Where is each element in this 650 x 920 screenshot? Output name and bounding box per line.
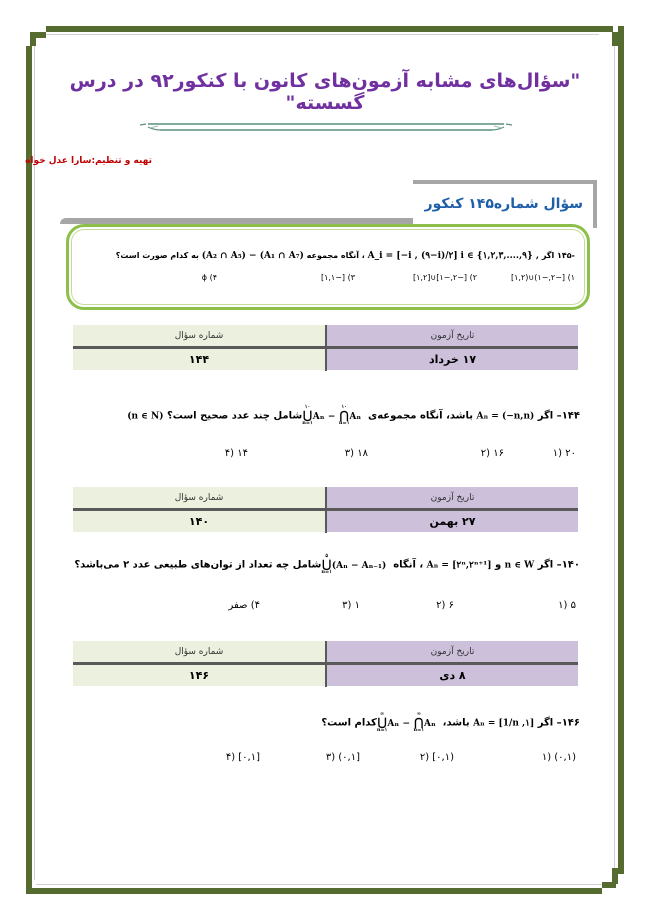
- option-4[interactable]: ۴) صفر: [228, 600, 260, 611]
- union-lower-limit: n=۱: [302, 420, 313, 426]
- math-expression: (A₂ ∩ A₅) − (A₁ ∩ A₇): [201, 251, 304, 261]
- option-1[interactable]: ۵ (۱: [558, 600, 576, 611]
- stem-text: باشد، آنگاه مجموعه‌ی: [368, 410, 474, 422]
- union-operator: [321, 554, 332, 575]
- exam-date-value: ۲۷ بهمن: [327, 511, 578, 532]
- option-3[interactable]: ۳) [−۱,۱]: [320, 273, 355, 282]
- page-border-left: [26, 46, 32, 894]
- table-divider: [73, 662, 578, 665]
- option-2[interactable]: ۲) [−۲,−۱]∪[۱,۲]: [412, 273, 477, 282]
- math-expression: ۱۰ ⋃ n=۱ Aₙ − ۱۰ ⋂ n=۱ Aₙ: [302, 404, 362, 426]
- stem-text: باشد،: [442, 717, 470, 729]
- border-corner: [612, 32, 618, 46]
- question-number-value: ۱۴۶: [73, 665, 325, 686]
- document-title: "سؤال‌های مشابه آزمون‌های کانون با کنکور۹۲ در درس گسسته": [69, 70, 581, 114]
- table-divider: [73, 346, 578, 349]
- option-3[interactable]: ۱ (۳: [342, 600, 360, 611]
- math-expression: [321, 553, 389, 575]
- math-expression: (n ∈ N): [127, 411, 164, 422]
- option-4[interactable]: ۴) ϕ: [201, 273, 217, 282]
- intersection-lower-limit: n=۱: [338, 420, 350, 426]
- option-2[interactable]: ۱۶ (۲: [480, 448, 504, 459]
- question-number-header: شماره سؤال: [73, 487, 325, 508]
- math-expression: i ∈ {۱,۲,۳,....,۹} ,: [460, 251, 540, 261]
- stem-text: به کدام صورت است؟: [115, 251, 199, 260]
- stem-text: ، آنگاه مجموعه: [306, 251, 365, 260]
- page-border-top: [46, 26, 599, 32]
- exam-date-value: ۸ دی: [327, 665, 578, 686]
- union-upper-limit: ۵: [325, 553, 328, 559]
- exam-info-table: [73, 325, 578, 371]
- option-1[interactable]: (۰,۱) (۱: [541, 752, 576, 763]
- border-corner: [612, 868, 618, 884]
- question-146-stem: [321, 712, 580, 733]
- question-number-header: شماره سؤال: [73, 325, 325, 346]
- exam-info-table: [73, 487, 578, 533]
- author-credit: تهیه و تنظیم:سارا عدل خواه: [25, 156, 152, 166]
- union-lower-limit: n=۱: [376, 727, 388, 733]
- stem-text: ۱۴۶– اگر: [537, 717, 580, 729]
- border-corner: [599, 26, 613, 32]
- option-1[interactable]: ۲۰ (۱: [552, 448, 576, 459]
- operand: Aₙ: [387, 718, 400, 729]
- option-1[interactable]: ۱) [−۲,−۱)∪(۱,۲]: [510, 273, 575, 282]
- math-expression: A_i = [−i , (۹−i)/۲]: [367, 251, 458, 261]
- exam-info-table: [73, 641, 578, 687]
- stem-text: اگر: [541, 251, 555, 260]
- union-lower-limit: n=۱: [321, 569, 332, 575]
- stem-text: و: [494, 559, 502, 571]
- question-144-stem: [127, 405, 580, 426]
- exam-date-header: تاریخ آزمون: [327, 325, 578, 346]
- question-140-stem: [74, 554, 580, 575]
- union-upper-limit: ∞: [380, 711, 385, 717]
- union-operator: [302, 405, 313, 426]
- math-expression: Aₙ = (−n,n): [476, 411, 535, 422]
- operand: (Aₙ − Aₙ₋₁): [331, 560, 387, 571]
- featured-question-header: [413, 180, 597, 228]
- question-number-value: ۱۴۰: [73, 511, 325, 532]
- intersection-operator: [339, 405, 350, 426]
- page-border-right: [618, 26, 624, 874]
- math-expression: n ∈ W: [504, 560, 535, 571]
- featured-question-box: [66, 224, 590, 310]
- math-expression: Aₙ = [۲ⁿ,۲ⁿ⁺¹]: [426, 560, 492, 571]
- operand: Aₙ: [312, 411, 325, 422]
- inner-border-line: [36, 884, 602, 885]
- intersection-upper-limit: ∞: [416, 711, 421, 717]
- intersection-lower-limit: n=۱: [413, 727, 425, 733]
- question-145-stem: [116, 251, 575, 261]
- operand: Aₙ: [424, 718, 436, 729]
- union-upper-limit: ۱۰: [304, 404, 311, 410]
- featured-question-title: سؤال شماره۱۴۵ کنکور: [424, 196, 583, 212]
- option-4[interactable]: ۱۴ (۴: [224, 448, 248, 459]
- operand: Aₙ: [349, 411, 362, 422]
- table-divider: [73, 508, 578, 511]
- exam-date-value: ۱۷ خرداد: [327, 349, 578, 370]
- math-expression: Aₙ = [1/n ,۱]: [473, 718, 535, 729]
- intersection-symbol: ⋂: [414, 716, 424, 729]
- option-4[interactable]: [۰,۱] (۴: [225, 752, 260, 763]
- question-number: -۱۴۵: [557, 251, 575, 260]
- question-number-value: ۱۴۴: [73, 349, 325, 370]
- intersection-upper-limit: ۱۰: [341, 404, 347, 410]
- option-2[interactable]: (۰,۱] (۲: [419, 752, 454, 763]
- option-2[interactable]: ۶ (۲: [436, 600, 454, 611]
- inner-border-line: [614, 46, 615, 868]
- union-symbol: ⋃: [302, 409, 312, 422]
- intersection-symbol: ⋂: [339, 409, 349, 422]
- inner-border-line: [34, 46, 35, 880]
- stem-text: شامل چه تعداد از توان‌های طبیعی عدد ۲ می‌باشد؟: [74, 559, 322, 571]
- exam-date-header: تاریخ آزمون: [327, 487, 578, 508]
- ornament-divider: [140, 118, 512, 140]
- intersection-operator: [414, 712, 425, 733]
- union-symbol: ⋃: [377, 716, 387, 729]
- option-3[interactable]: [۰,۱) (۳: [325, 752, 360, 763]
- question-number-header: شماره سؤال: [73, 641, 325, 662]
- page-border-bottom: [26, 888, 602, 894]
- stem-text: کدام است؟: [321, 717, 377, 729]
- union-symbol: ⋃: [322, 558, 332, 571]
- stem-text: ۱۴۰– اگر: [537, 559, 580, 571]
- stem-text: ۱۴۴– اگر: [537, 410, 580, 422]
- stem-text: ، آنگاه: [393, 559, 424, 571]
- border-corner: [30, 32, 36, 46]
- border-corner: [26, 874, 32, 888]
- option-3[interactable]: ۱۸ (۳: [344, 448, 368, 459]
- stem-text: شامل چند عدد صحیح است؟: [166, 410, 303, 422]
- exam-date-header: تاریخ آزمون: [327, 641, 578, 662]
- union-operator: [377, 712, 388, 733]
- math-expression: ∞ ⋃ n=۱ Aₙ − ∞ ⋂ n=۱ Aₙ: [376, 711, 436, 733]
- inner-border-line: [46, 34, 599, 35]
